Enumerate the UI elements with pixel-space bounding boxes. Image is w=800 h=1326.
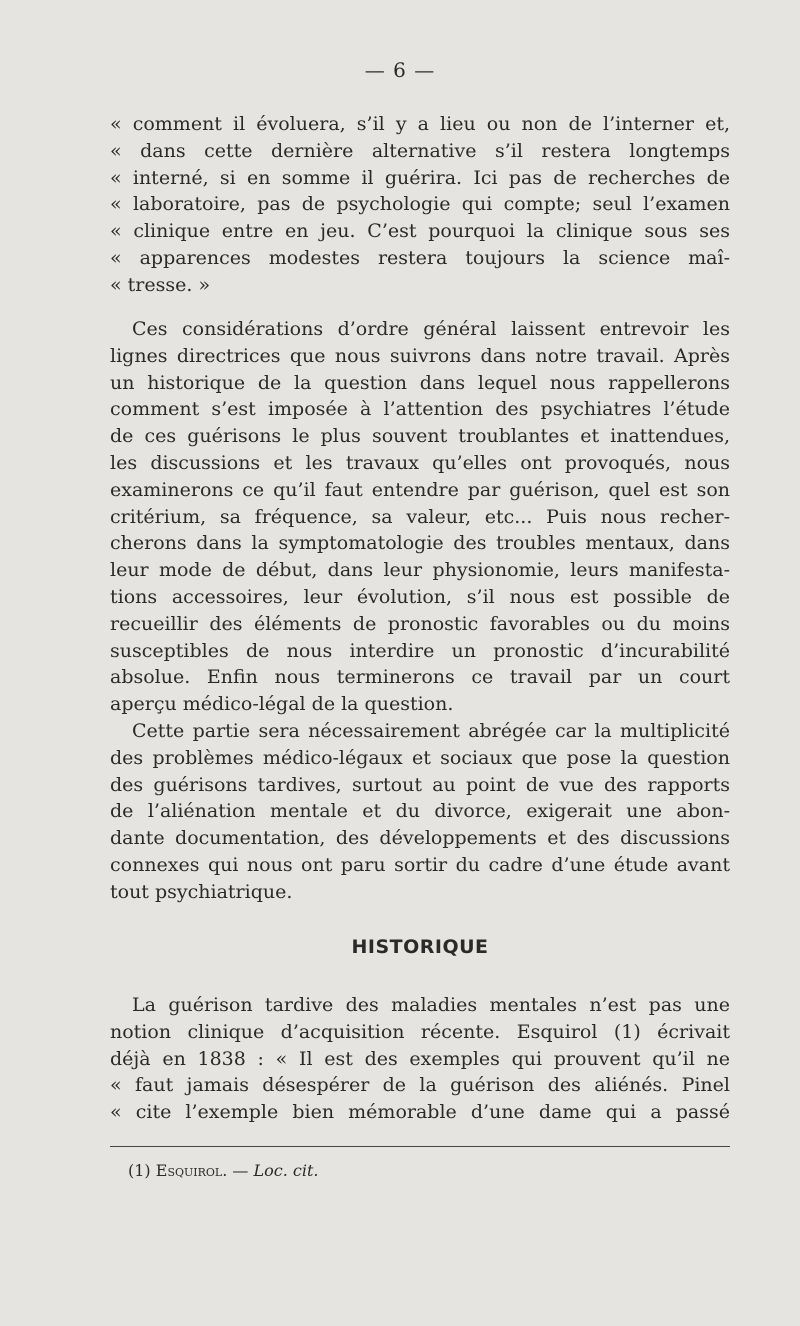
- paragraph-line: dante documentation, des développements et des discussions: [110, 827, 730, 850]
- paragraph-line: les discussions et les travaux qu’elles ont provoqués, nous: [110, 451, 730, 474]
- footnote-dash: —: [232, 1161, 249, 1180]
- paragraph-line: absolue. Enfin nous terminerons ce travail par un court: [110, 666, 730, 689]
- paragraph-line: de l’aliénation mentale et du divorce, exigerait une abon-: [110, 800, 730, 823]
- paragraph-line: lignes directrices que nous suivrons dans notre travail. Après: [110, 344, 730, 367]
- paragraph-line: « cite l’exemple bien mémorable d’une dame qui a passé: [110, 1101, 730, 1124]
- quote-line: « laboratoire, pas de psychologie qui compte; seul l’examen: [110, 193, 730, 216]
- quote-line: « comment il évoluera, s’il y a lieu ou non de l’interner et,: [110, 113, 730, 135]
- paragraph-line: critérium, sa fréquence, sa valeur, etc... Puis nous recher-: [110, 505, 730, 528]
- quote-line: « clinique entre en jeu. C’est pourquoi la clinique sous ses: [110, 220, 730, 243]
- page-number: — 6 —: [364, 58, 436, 82]
- footnote-author: Esquirol.: [155, 1161, 228, 1180]
- quote-line: « interné, si en somme il guérira. Ici pas de recherches de: [110, 166, 730, 189]
- paragraph-line: des guérisons tardives, surtout au point de vue des rapports: [110, 773, 730, 796]
- paragraph-line: leur mode de début, dans leur physionomie, leurs manifesta-: [110, 559, 730, 582]
- paragraph-line: de ces guérisons le plus souvent troublantes et inattendues,: [110, 425, 730, 448]
- paragraph-line: Ces considérations d’ordre général laissent entrevoir les: [132, 318, 730, 340]
- paragraph-line: tout psychiatrique.: [110, 880, 293, 903]
- body-paragraphs: [110, 316, 730, 906]
- paragraph-line: déjà en 1838 : « Il est des exemples qui prouvent qu’il ne: [110, 1047, 730, 1070]
- paragraph-line: un historique de la question dans lequel nous rappellerons: [110, 371, 730, 394]
- paragraph-line: comment s’est imposée à l’attention des psychiatres l’étude: [110, 398, 730, 421]
- paragraph-line: aperçu médico-légal de la question.: [110, 693, 454, 716]
- quote-block: [110, 111, 730, 299]
- paragraph-line: notion clinique d’acquisition récente. Esquirol (1) écrivait: [110, 1020, 730, 1043]
- paragraph-line: susceptibles de nous interdire un pronostic d’incurabilité: [110, 639, 730, 662]
- footnote-divider: [110, 1146, 730, 1147]
- paragraph-line: des problèmes médico-légaux et sociaux que pose la question: [110, 746, 730, 769]
- quote-line: « dans cette dernière alternative s’il restera longtemps: [110, 139, 730, 162]
- paragraph-line: La guérison tardive des maladies mentales n’est pas une: [132, 994, 730, 1016]
- quote-line: « apparences modestes restera toujours la science maî-: [110, 246, 730, 269]
- paragraph-line: Cette partie sera nécessairement abrégée car la multiplicité: [132, 719, 730, 742]
- footnote: [128, 1161, 318, 1180]
- paragraph-line: connexes qui nous ont paru sortir du cadre d’une étude avant: [110, 853, 730, 876]
- paragraph-line: « faut jamais désespérer de la guérison des aliénés. Pinel: [110, 1074, 730, 1097]
- paragraph-line: recueillir des éléments de pronostic favorables ou du moins: [110, 612, 730, 635]
- paragraph-line: cherons dans la symptomatologie des troubles mentaux, dans: [110, 532, 730, 555]
- section-heading: HISTORIQUE: [351, 936, 489, 958]
- paragraph-line: tions accessoires, leur évolution, s’il nous est possible de: [110, 585, 730, 608]
- historique-paragraph: [110, 992, 730, 1126]
- footnote-marker: (1): [128, 1161, 151, 1180]
- quote-line: « tresse. »: [110, 273, 211, 296]
- footnote-reference: Loc. cit.: [253, 1161, 319, 1180]
- paragraph-line: examinerons ce qu’il faut entendre par guérison, quel est son: [110, 478, 730, 501]
